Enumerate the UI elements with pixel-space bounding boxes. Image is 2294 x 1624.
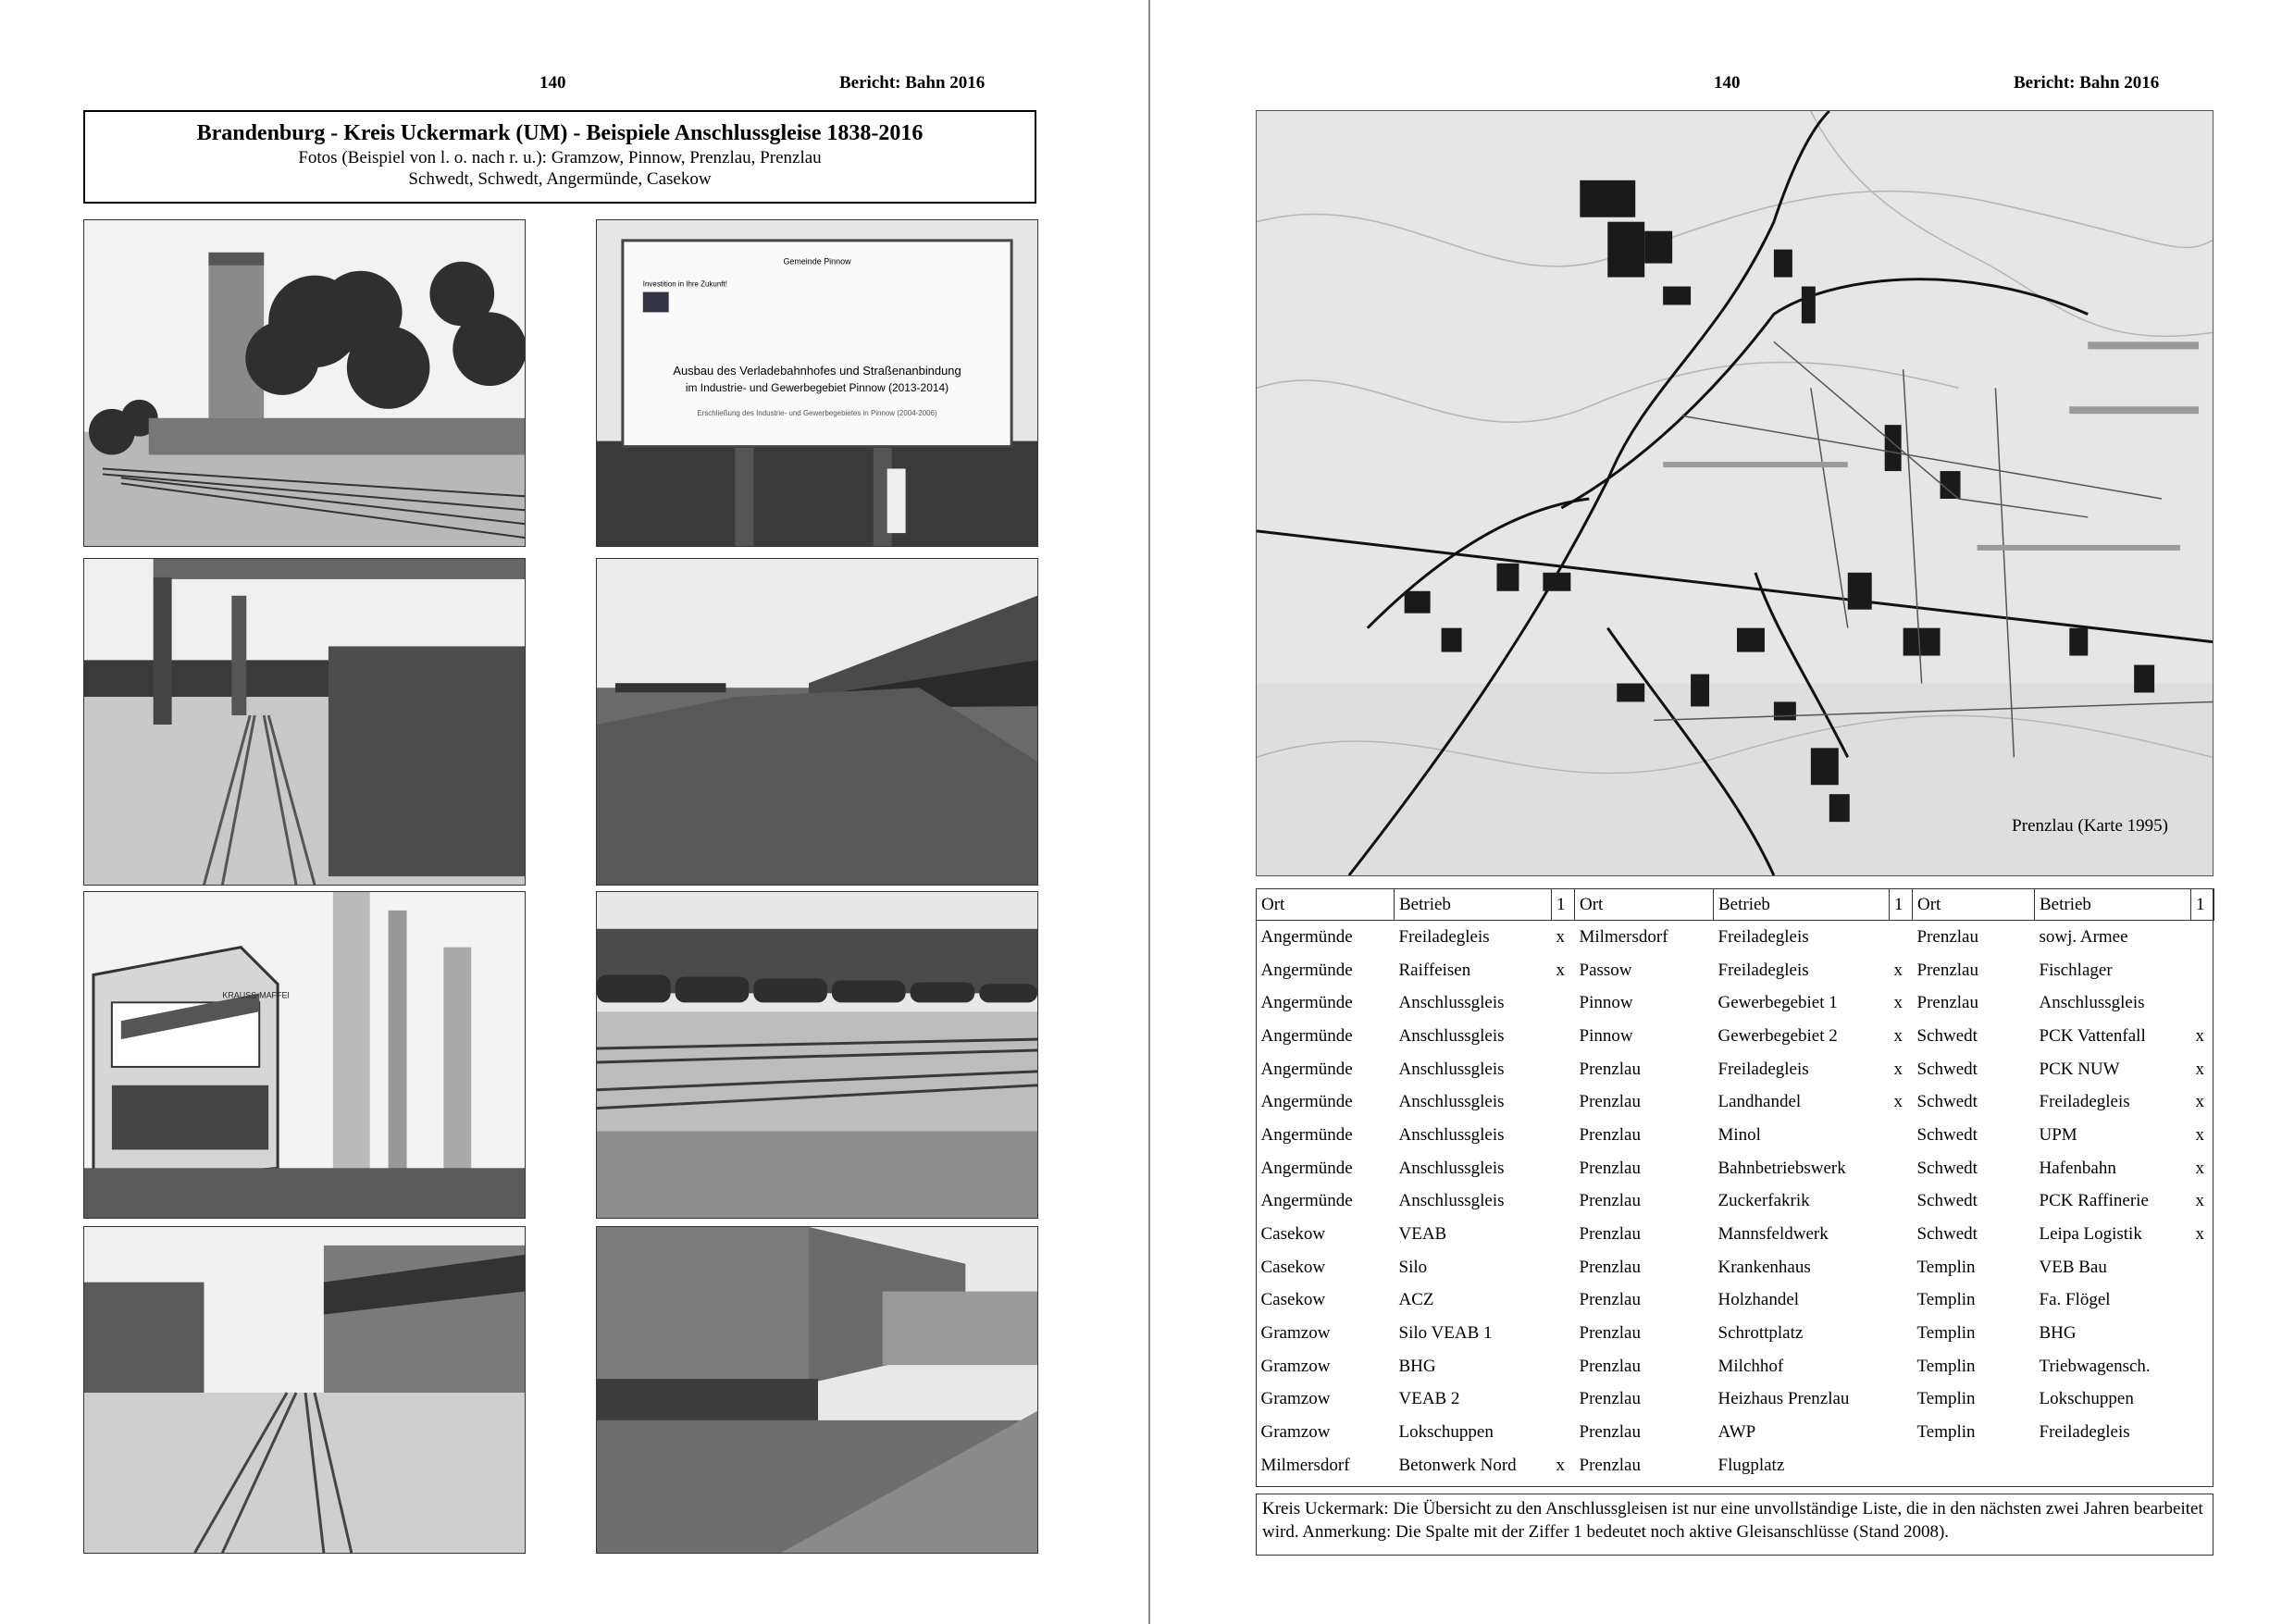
photo-prenzlau-crane <box>83 558 526 886</box>
table-cell: Lokschuppen <box>1398 1422 1494 1443</box>
table-cell <box>2191 921 2214 954</box>
table-cell <box>1913 1449 2035 1482</box>
table-cell: Templin <box>1916 1257 1976 1277</box>
photo-angermuende <box>83 1226 526 1554</box>
table-cell: Gewerbegebiet 2 <box>1717 1025 1838 1046</box>
table-cell: Casekow <box>1260 1257 1326 1277</box>
table-cell <box>2191 1284 2214 1318</box>
table-cell: Gramzow <box>1260 1422 1331 1443</box>
header-active-3: 1 <box>2191 889 2214 921</box>
table-cell <box>1552 1020 1575 1053</box>
table-cell: Templin <box>1916 1422 1976 1443</box>
table-cell: Prenzlau <box>1579 1356 1641 1376</box>
table-cell: Angermünde <box>1260 1059 1353 1079</box>
table-cell: Prenzlau <box>1579 1389 1641 1409</box>
table-cell <box>2191 1251 2214 1284</box>
table-cell: x <box>2195 1025 2204 1046</box>
sign-line-1: Ausbau des Verladebahnhofes und Straßenanbindung <box>673 364 961 378</box>
table-cell: PCK Vattenfall <box>2039 1025 2146 1046</box>
table-row <box>1257 1449 2214 1482</box>
photo-gramzow <box>83 219 526 547</box>
table-cell: Prenzlau <box>1579 1224 1641 1245</box>
table-cell: ACZ <box>1398 1290 1434 1310</box>
table-cell: Holzhandel <box>1717 1290 1800 1310</box>
table-cell: Freiladegleis <box>2039 1422 2130 1443</box>
table-cell: Angermünde <box>1260 926 1353 947</box>
table-row <box>1257 1053 2214 1086</box>
table-cell: x <box>2195 1158 2204 1178</box>
table-cell: Prenzlau <box>1916 960 1978 980</box>
table-cell: BHG <box>2039 1323 2077 1344</box>
table-cell: x <box>1893 960 1903 980</box>
table-row <box>1257 1185 2214 1219</box>
prenzlau-map <box>1256 110 2213 876</box>
table-cell <box>2035 1449 2191 1482</box>
table-cell <box>1890 1152 1913 1185</box>
table-cell: Angermünde <box>1260 1124 1353 1145</box>
page-title: Brandenburg - Kreis Uckermark (UM) - Beispiele Anschlussgleise 1838-2016 <box>196 121 924 145</box>
header-betrieb-1: Betrieb <box>1395 889 1552 921</box>
table-cell <box>1552 1119 1575 1152</box>
table-cell: Krankenhaus <box>1717 1257 1811 1277</box>
table-cell: Fa. Flögel <box>2039 1290 2111 1310</box>
table-row <box>1257 1317 2214 1350</box>
table-cell: Freiladegleis <box>1717 960 1809 980</box>
sign-municipality: Gemeinde Pinnow <box>783 256 851 267</box>
table-row <box>1257 1085 2214 1119</box>
table-cell: Prenzlau <box>1579 1092 1641 1112</box>
anschluss-table <box>1256 888 2214 1482</box>
table-cell: Freiladegleis <box>1717 926 1809 947</box>
table-cell: Milmersdorf <box>1260 1455 1350 1475</box>
table-cell: Gramzow <box>1260 1323 1331 1344</box>
table-cell: Prenzlau <box>1916 993 1978 1013</box>
table-cell: Raiffeisen <box>1398 960 1471 980</box>
table-row <box>1257 1416 2214 1449</box>
table-cell <box>1552 1218 1575 1251</box>
table-cell: Angermünde <box>1260 1158 1353 1178</box>
table-cell: BHG <box>1398 1356 1436 1376</box>
table-cell: x <box>1893 1025 1903 1046</box>
table-cell: Anschlussgleis <box>1398 1124 1505 1145</box>
table-cell: Flugplatz <box>1717 1455 1785 1475</box>
left-report-header: Bericht: Bahn 2016 <box>839 73 986 93</box>
table-cell: Triebwagensch. <box>2039 1356 2151 1376</box>
table-row <box>1257 1383 2214 1417</box>
table-cell: Silo <box>1398 1257 1428 1277</box>
table-note: Kreis Uckermark: Die Übersicht zu den Anschlussgleisen ist nur eine unvollständige Liste, die in den nächsten zwei Jahren bearbeitet wird. Anmerkung: Die Spalte mit der Ziffer 1 bedeutet noch aktive Gleisanschlüsse (Stand 2008). <box>1256 1494 2213 1556</box>
table-row <box>1257 1350 2214 1383</box>
right-page-number: 140 <box>1714 73 1741 93</box>
map-caption: Prenzlau (Karte 1995) <box>2012 816 2168 836</box>
header-ort-3: Ort <box>1913 889 2035 921</box>
header-ort-1: Ort <box>1257 889 1395 921</box>
table-cell: Schwedt <box>1916 1224 1978 1245</box>
table-cell: Anschlussgleis <box>1398 1025 1505 1046</box>
table-cell: Prenzlau <box>1579 1422 1641 1443</box>
table-cell: Anschlussgleis <box>1398 1191 1505 1211</box>
table-cell: Schwedt <box>1916 1059 1978 1079</box>
table-cell: Bahnbetriebswerk <box>1717 1158 1846 1178</box>
table-cell: x <box>1556 1455 1565 1475</box>
table-cell <box>1890 1317 1913 1350</box>
table-cell: Mannsfeldwerk <box>1717 1224 1829 1245</box>
table-cell: Anschlussgleis <box>1398 1092 1505 1112</box>
header-active-1: 1 <box>1552 889 1575 921</box>
table-cell <box>1552 1185 1575 1219</box>
table-cell <box>2191 1449 2214 1482</box>
table-cell <box>1890 1449 1913 1482</box>
table-cell: x <box>1556 960 1565 980</box>
table-cell: Anschlussgleis <box>1398 993 1505 1013</box>
table-cell: x <box>2195 1092 2204 1112</box>
subtitle-line-2: Schwedt, Schwedt, Angermünde, Casekow <box>408 169 712 189</box>
table-cell: UPM <box>2039 1124 2077 1145</box>
table-cell: Schwedt <box>1916 1124 1978 1145</box>
table-cell: Gramzow <box>1260 1356 1331 1376</box>
table-cell <box>2191 1350 2214 1383</box>
table-cell: Minol <box>1717 1124 1761 1145</box>
table-cell: Silo VEAB 1 <box>1398 1323 1493 1344</box>
left-page-number: 140 <box>539 73 566 93</box>
table-row <box>1257 1284 2214 1318</box>
table-row <box>1257 921 2214 954</box>
table-cell <box>1552 1053 1575 1086</box>
table-cell: Templin <box>1916 1290 1976 1310</box>
photo-prenzlau-wagons <box>596 558 1038 886</box>
table-cell <box>1552 1085 1575 1119</box>
table-cell: Anschlussgleis <box>2039 993 2145 1013</box>
table-row <box>1257 1020 2214 1053</box>
table-cell: Freiladegleis <box>2039 1092 2130 1112</box>
table-cell: Schrottplatz <box>1717 1323 1804 1344</box>
table-cell: Angermünde <box>1260 1025 1353 1046</box>
table-cell: Prenzlau <box>1579 1257 1641 1277</box>
table-cell: Anschlussgleis <box>1398 1059 1505 1079</box>
table-cell: Prenzlau <box>1579 1124 1641 1145</box>
table-cell: Prenzlau <box>1916 926 1978 947</box>
table-cell: x <box>2195 1191 2204 1211</box>
table-cell: Templin <box>1916 1323 1976 1344</box>
table-cell: Pinnow <box>1579 1025 1633 1046</box>
table-cell: x <box>1893 993 1903 1013</box>
table-cell: x <box>2195 1059 2204 1079</box>
table-cell: VEAB 2 <box>1398 1389 1460 1409</box>
table-cell: Schwedt <box>1916 1158 1978 1178</box>
table-cell: Angermünde <box>1260 1092 1353 1112</box>
table-row <box>1257 1218 2214 1251</box>
photo-schwedt-loco <box>83 891 526 1219</box>
table-cell: Angermünde <box>1260 993 1353 1013</box>
table-cell: Templin <box>1916 1356 1976 1376</box>
loco-brand: KRAUSS-MAFFEI <box>222 990 290 1000</box>
table-cell <box>1552 1383 1575 1417</box>
table-cell <box>1552 1350 1575 1383</box>
sign-line-3: Erschließung des Industrie- und Gewerbegebietes in Pinnow (2004-2006) <box>697 408 937 417</box>
table-row <box>1257 954 2214 987</box>
table-cell <box>1552 1284 1575 1318</box>
table-cell: Prenzlau <box>1579 1290 1641 1310</box>
table-cell <box>1890 1251 1913 1284</box>
table-cell <box>1552 1152 1575 1185</box>
table-cell <box>2191 1383 2214 1417</box>
table-cell: Angermünde <box>1260 1191 1353 1211</box>
table-cell <box>1890 1350 1913 1383</box>
header-active-2: 1 <box>1890 889 1913 921</box>
table-cell: PCK Raffinerie <box>2039 1191 2149 1211</box>
table-cell: VEAB <box>1398 1224 1447 1245</box>
header-betrieb-3: Betrieb <box>2035 889 2191 921</box>
table-cell <box>1890 921 1913 954</box>
table-row <box>1257 1119 2214 1152</box>
table-cell <box>1552 1251 1575 1284</box>
table-cell: Anschlussgleis <box>1398 1158 1505 1178</box>
header-betrieb-2: Betrieb <box>1714 889 1890 921</box>
title-box <box>83 110 1036 204</box>
photo-schwedt-tankcars <box>596 891 1038 1219</box>
table-cell: Schwedt <box>1916 1191 1978 1211</box>
table-cell: Zuckerfakrik <box>1717 1191 1810 1211</box>
table-header-row <box>1257 889 2214 921</box>
table-cell: Templin <box>1916 1389 1976 1409</box>
table-cell: Landhandel <box>1717 1092 1802 1112</box>
table-cell: x <box>2195 1224 2204 1245</box>
table-cell: Freiladegleis <box>1398 926 1490 947</box>
table-row <box>1257 1152 2214 1185</box>
table-cell <box>1890 1383 1913 1417</box>
table-cell: AWP <box>1717 1422 1756 1443</box>
table-cell: Schwedt <box>1916 1025 1978 1046</box>
table-cell: Milchhof <box>1717 1356 1784 1376</box>
table-cell: Gewerbegebiet 1 <box>1717 993 1838 1013</box>
table-cell <box>1890 1119 1913 1152</box>
table-cell: x <box>1893 1092 1903 1112</box>
table-cell: Leipa Logistik <box>2039 1224 2142 1245</box>
table-cell <box>2191 986 2214 1020</box>
table-cell: VEB Bau <box>2039 1257 2107 1277</box>
table-cell: Prenzlau <box>1579 1455 1641 1475</box>
table-cell: Prenzlau <box>1579 1191 1641 1211</box>
photo-casekow <box>596 1226 1038 1554</box>
table-cell <box>2191 1317 2214 1350</box>
table-cell: PCK NUW <box>2039 1059 2120 1079</box>
table-cell: x <box>1556 926 1565 947</box>
table-cell: Prenzlau <box>1579 1323 1641 1344</box>
photo-pinnow-sign <box>596 219 1038 547</box>
page-gutter <box>1148 0 1150 1624</box>
table-cell: Passow <box>1579 960 1632 980</box>
table-cell <box>1890 1218 1913 1251</box>
table-cell: Pinnow <box>1579 993 1633 1013</box>
table-cell: x <box>1893 1059 1903 1079</box>
table-cell <box>2191 1416 2214 1449</box>
table-cell <box>1890 1284 1913 1318</box>
table-cell: Freiladegleis <box>1717 1059 1809 1079</box>
table-cell <box>1552 1317 1575 1350</box>
table-cell: Milmersdorf <box>1579 926 1668 947</box>
table-cell <box>1552 986 1575 1020</box>
table-cell: Prenzlau <box>1579 1158 1641 1178</box>
table-cell: Heizhaus Prenzlau <box>1717 1389 1850 1409</box>
right-report-header: Bericht: Bahn 2016 <box>2014 73 2160 93</box>
table-row <box>1257 1251 2214 1284</box>
table-row <box>1257 986 2214 1020</box>
table-cell <box>1552 1416 1575 1449</box>
header-ort-2: Ort <box>1575 889 1714 921</box>
table-cell: Betonwerk Nord <box>1398 1455 1517 1475</box>
table-cell: Schwedt <box>1916 1092 1978 1112</box>
table-cell: Casekow <box>1260 1290 1326 1310</box>
table-cell: Angermünde <box>1260 960 1353 980</box>
table-cell <box>1890 1416 1913 1449</box>
table-cell <box>1890 1185 1913 1219</box>
table-cell: x <box>2195 1124 2204 1145</box>
table-cell: Gramzow <box>1260 1389 1331 1409</box>
table-cell <box>2191 954 2214 987</box>
table-cell: Lokschuppen <box>2039 1389 2134 1409</box>
table-cell: sowj. Armee <box>2039 926 2128 947</box>
table-cell: Casekow <box>1260 1224 1326 1245</box>
sign-line-2: im Industrie- und Gewerbegebiet Pinnow (2013-2014) <box>685 380 949 394</box>
table-cell: Hafenbahn <box>2039 1158 2116 1178</box>
sign-invest-text: Investition in Ihre Zukunft! <box>642 279 727 289</box>
subtitle-line-1: Fotos (Beispiel von l. o. nach r. u.): Gramzow, Pinnow, Prenzlau, Prenzlau <box>298 148 822 167</box>
table-cell: Prenzlau <box>1579 1059 1641 1079</box>
table-cell: Fischlager <box>2039 960 2113 980</box>
